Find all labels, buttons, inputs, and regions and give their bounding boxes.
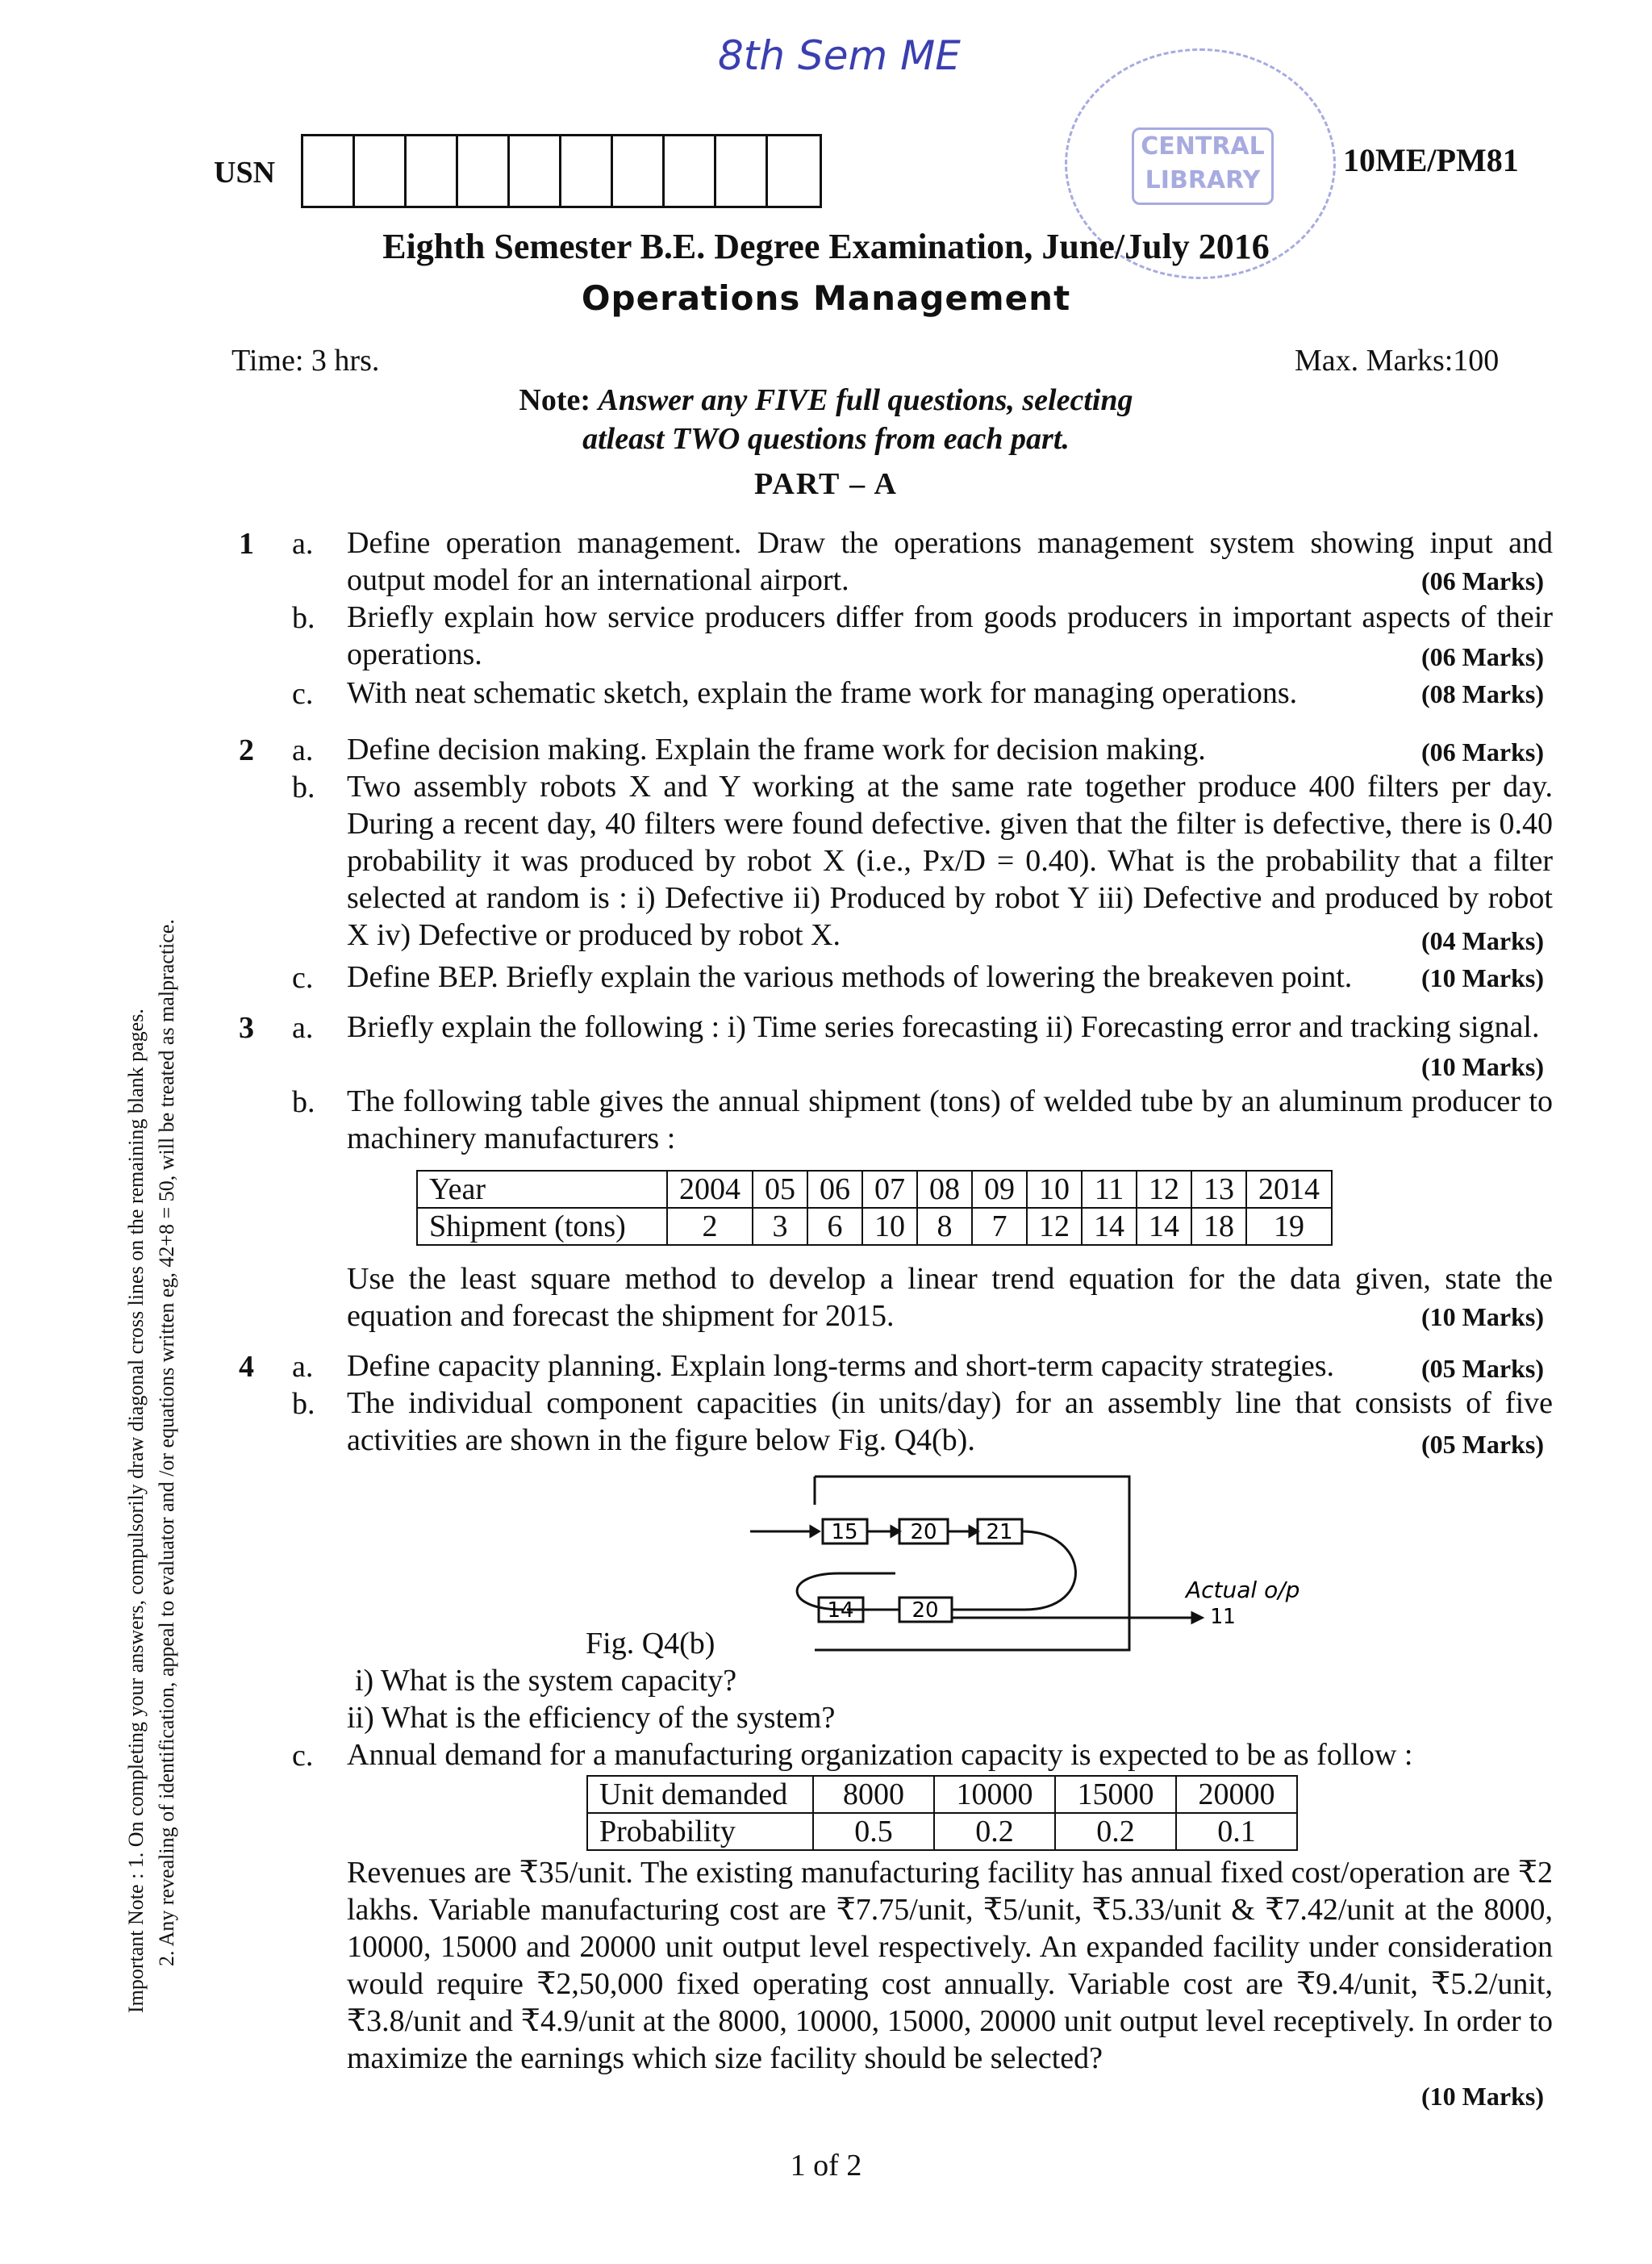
q4a-text: Define capacity planning. Explain long-terms and short-term capacity strategies. [347, 1349, 1335, 1383]
table-cell: 10000 [934, 1776, 1055, 1813]
fig-output-label: Actual o/p [1186, 1577, 1300, 1603]
sub-label: b. [292, 1085, 315, 1119]
table-cell: 0.1 [1176, 1813, 1297, 1850]
q4b-sub-i: i) What is the system capacity? [355, 1664, 737, 1698]
table-row [417, 1171, 1332, 1208]
sub-label: a. [292, 733, 314, 767]
table-cell: Probability [587, 1813, 813, 1850]
max-marks: Max. Marks:100 [1295, 344, 1500, 378]
table-cell: 11 [1082, 1171, 1137, 1208]
table-cell: Year [417, 1171, 667, 1208]
subject-title: Operations Management [581, 278, 1071, 318]
sub-label: c. [292, 677, 314, 711]
table-cell: 10 [862, 1208, 917, 1245]
instructions-note [0, 381, 1652, 458]
stamp-line1: CENTRAL [1141, 132, 1265, 161]
table-cell: 12 [1137, 1171, 1191, 1208]
table-cell: 14 [1137, 1208, 1191, 1245]
q2a-marks: (06 Marks) [1421, 737, 1544, 767]
q1c-marks: (08 Marks) [1421, 679, 1544, 708]
question-number: 4 [239, 1350, 254, 1384]
assembly-line-figure [750, 1468, 1363, 1662]
time-allowed: Time: 3 hrs. [232, 344, 380, 378]
table-cell: 8000 [813, 1776, 934, 1813]
side-note-line2: 2. Any revealing of identification, appeal to evaluator and /or equations written eg, 42+8 = 50, will be treated as malpractice. [155, 919, 178, 1966]
usn-box[interactable] [510, 136, 561, 206]
fig-box-label: 20 [912, 1598, 939, 1623]
table-cell: 19 [1246, 1208, 1332, 1245]
sub-label: c. [292, 1739, 314, 1773]
q4c-marks: (10 Marks) [1421, 2082, 1544, 2111]
table-cell: 06 [807, 1171, 862, 1208]
question-number: 2 [239, 733, 254, 767]
table-cell: 12 [1027, 1208, 1082, 1245]
table-cell: 15000 [1055, 1776, 1176, 1813]
sub-label: b. [292, 601, 315, 635]
table-cell: 08 [917, 1171, 972, 1208]
usn-box[interactable] [613, 136, 665, 206]
table-cell: 2014 [1246, 1171, 1332, 1208]
fig-box-label: 20 [910, 1520, 937, 1544]
q2b-text: Two assembly robots X and Y working at the same rate together produce 400 filters per day. During a recent day, 40 filters were found defective. given that the filter is defective, there is 0.40 probability it was produced by robot X (i.e., Px/D = 0.40). What is the probability that a filter selected at random is : i) Defective ii) Produced by robot Y iii) Defective and produced by robot X iv) Defective or produced by robot X. [347, 770, 1553, 952]
question-number: 1 [239, 527, 254, 561]
sub-label: a. [292, 1350, 314, 1384]
note-line1: Answer any FIVE full questions, selecting [598, 383, 1133, 417]
table-cell: 20000 [1176, 1776, 1297, 1813]
usn-input-boxes[interactable] [301, 134, 822, 208]
q4c-text2: Revenues are ₹35/unit. The existing manufacturing facility has annual fixed cost/operation are ₹2 lakhs. Variable manufacturing cost are ₹7.75/unit, ₹5/unit, ₹5.33/unit & ₹7.42/unit at the 8000, 10000, 15000 and 20000 unit output level respectively. An expanded facility under consideration would require ₹2,50,000 fixed operating cost annually. Variable cost are ₹9.4/unit, ₹5.2/unit, ₹3.8/unit and ₹4.9/unit at the 8000, 10000, 15000, 20000 unit output level receptively. In order to maximize the earnings which size facility should be selected? [347, 1856, 1553, 2075]
q3b-text: The following table gives the annual shipment (tons) of welded tube by an aluminum producer to machinery manufacturers : [347, 1084, 1553, 1155]
fig-box-label: 14 [827, 1598, 854, 1623]
sub-label: b. [292, 771, 315, 804]
question-number: 3 [239, 1011, 254, 1045]
exam-title: Eighth Semester B.E. Degree Examination, June/July 2016 [382, 227, 1270, 266]
q2a-text: Define decision making. Explain the frame work for decision making. [347, 733, 1206, 767]
q3b-text2: Use the least square method to develop a linear trend equation for the data given, state the equation and forecast the shipment for 2015. [347, 1262, 1553, 1333]
usn-box[interactable] [768, 136, 820, 206]
fig-box-label: 15 [831, 1520, 858, 1544]
q1a-marks: (06 Marks) [1421, 566, 1544, 595]
q4c-text: Annual demand for a manufacturing organization capacity is expected to be as follow : [347, 1738, 1413, 1772]
q1b-marks: (06 Marks) [1421, 642, 1544, 671]
table-cell: 6 [807, 1208, 862, 1245]
paper-code: 10ME/PM81 [1343, 142, 1519, 178]
table-cell: 0.2 [1055, 1813, 1176, 1850]
table-cell: 2 [667, 1208, 753, 1245]
table-cell: Unit demanded [587, 1776, 813, 1813]
q2c-marks: (10 Marks) [1421, 963, 1544, 992]
usn-box[interactable] [716, 136, 768, 206]
table-row [587, 1813, 1297, 1850]
table-cell: 8 [917, 1208, 972, 1245]
table-cell: Shipment (tons) [417, 1208, 667, 1245]
table-cell: 7 [972, 1208, 1027, 1245]
table-cell: 09 [972, 1171, 1027, 1208]
q1b-text: Briefly explain how service producers differ from goods producers in important aspects of their operations. [347, 600, 1553, 671]
q1a-text: Define operation management. Draw the operations management system showing input and output model for an international airport. [347, 526, 1553, 597]
usn-box[interactable] [458, 136, 510, 206]
usn-label: USN [214, 156, 276, 190]
fig-box-label: 21 [986, 1520, 1013, 1544]
table-row [417, 1208, 1332, 1245]
usn-box[interactable] [665, 136, 716, 206]
demand-table [586, 1775, 1298, 1851]
stamp-line2: LIBRARY [1145, 166, 1261, 194]
q2b-marks: (04 Marks) [1421, 926, 1544, 955]
page-number: 1 of 2 [790, 2149, 862, 2183]
usn-box[interactable] [355, 136, 407, 206]
table-row [587, 1776, 1297, 1813]
handwritten-note: 8th Sem ME [718, 32, 961, 79]
q3a-text: Briefly explain the following : i) Time series forecasting ii) Forecasting error and tracking signal. [347, 1010, 1540, 1044]
q4b-text: The individual component capacities (in units/day) for an assembly line that consists of five activities are shown in the figure below Fig. Q4(b). [347, 1386, 1553, 1457]
side-important-note [121, 919, 182, 2013]
sub-label: a. [292, 527, 314, 561]
q3a-marks: (10 Marks) [1421, 1052, 1544, 1081]
table-cell: 0.5 [813, 1813, 934, 1850]
figure-caption: Fig. Q4(b) [586, 1627, 715, 1660]
q1c-text: With neat schematic sketch, explain the frame work for managing operations. [347, 676, 1298, 710]
table-cell: 2004 [667, 1171, 753, 1208]
sub-label: b. [292, 1387, 315, 1421]
table-cell: 07 [862, 1171, 917, 1208]
sub-label: a. [292, 1011, 314, 1045]
table-cell: 0.2 [934, 1813, 1055, 1850]
usn-box[interactable] [561, 136, 613, 206]
side-note-line1: Important Note : 1. On completing your answers, compulsorily draw diagonal cross lines on the remaining blank pages. [124, 1009, 148, 2013]
q4b-marks: (05 Marks) [1421, 1430, 1544, 1459]
table-cell: 10 [1027, 1171, 1082, 1208]
part-heading: PART – A [754, 467, 898, 501]
q4b-sub-ii: ii) What is the efficiency of the system? [347, 1701, 836, 1735]
q3b-marks: (10 Marks) [1421, 1302, 1544, 1331]
table-cell: 3 [753, 1208, 807, 1245]
q4a-marks: (05 Marks) [1421, 1354, 1544, 1383]
q2c-text: Define BEP. Briefly explain the various methods of lowering the breakeven point. [347, 960, 1353, 994]
shipment-table [416, 1170, 1333, 1246]
usn-box[interactable] [303, 136, 355, 206]
table-cell: 13 [1191, 1171, 1246, 1208]
table-cell: 05 [753, 1171, 807, 1208]
note-line2: atleast TWO questions from each part. [582, 422, 1070, 456]
fig-output-value: 11 [1210, 1605, 1236, 1629]
table-cell: 14 [1082, 1208, 1137, 1245]
table-cell: 18 [1191, 1208, 1246, 1245]
sub-label: c. [292, 961, 314, 995]
usn-box[interactable] [407, 136, 458, 206]
note-prefix: Note: [519, 383, 591, 417]
